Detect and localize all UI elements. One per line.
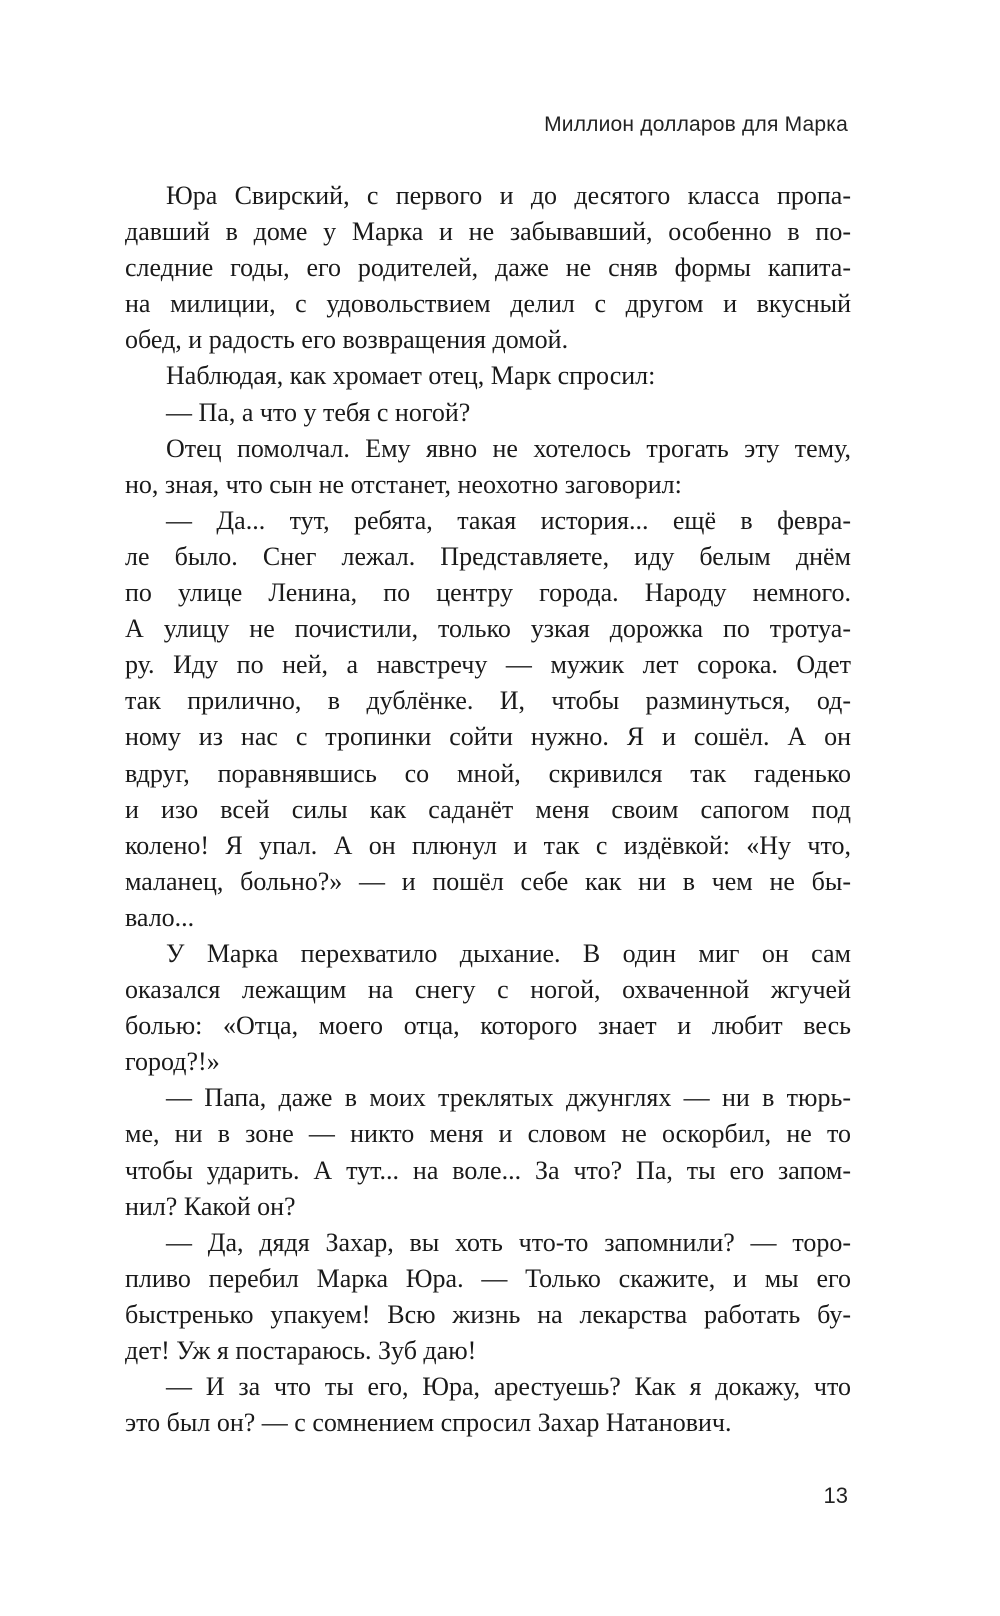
running-head-title: Миллион долларов для Марка bbox=[544, 113, 848, 136]
text-line: следние годы, его родителей, даже не сняв формы капита- bbox=[125, 253, 851, 283]
text-line: но, зная, что сын не отстанет, неохотно заговорил: bbox=[125, 469, 682, 499]
text-line: А улицу не почистили, только узкая дорожка по тротуа- bbox=[125, 614, 851, 644]
text-line: — И за что ты его, Юра, арестуешь? Как я докажу, что bbox=[166, 1372, 851, 1402]
text-line: город?!» bbox=[125, 1047, 220, 1077]
text-line: Наблюдая, как хромает отец, Марк спросил: bbox=[166, 361, 656, 391]
paragraph bbox=[125, 936, 851, 1080]
text-line: вдруг, поравнявшись со мной, скривился так гаденько bbox=[125, 758, 851, 788]
text-line: и изо всей силы как саданёт меня своим сапогом под bbox=[125, 794, 851, 824]
paragraph bbox=[125, 395, 851, 431]
paragraph bbox=[125, 178, 851, 358]
text-line: — Да, дядя Захар, вы хоть что-то запомнили? — торо- bbox=[166, 1227, 851, 1257]
text-line: давший в доме у Марка и не забывавший, особенно в по- bbox=[125, 217, 851, 247]
page-number: 13 bbox=[823, 1483, 848, 1508]
text-line: пливо перебил Марка Юра. — Только скажите, и мы его bbox=[125, 1263, 851, 1293]
text-line: дет! Уж я постараюсь. Зуб даю! bbox=[125, 1336, 477, 1365]
text-line: чтобы ударить. А тут... на воле... За что? Па, ты его запом- bbox=[125, 1155, 851, 1185]
text-line: ле было. Снег лежал. Представляете, иду белым днём bbox=[125, 541, 851, 571]
paragraph bbox=[125, 1225, 851, 1369]
text-line: это был он? — с сомнением спросил Захар Натанович. bbox=[125, 1408, 732, 1438]
text-line: ному из нас с тропинки сойти нужно. Я и сошёл. А он bbox=[125, 722, 851, 752]
text-line: оказался лежащим на снегу с ногой, охваченной жгучей bbox=[125, 975, 851, 1005]
text-line: — Папа, даже в моих треклятых джунглях — ни в тюрь- bbox=[166, 1083, 851, 1113]
text-line: болью: «Отца, моего отца, которого знает и любит весь bbox=[125, 1011, 851, 1041]
text-line: колено! Я упал. А он плюнул и так с издёвкой: «Ну что, bbox=[125, 830, 851, 860]
text-line: по улице Ленина, по центру города. Народу немного. bbox=[125, 578, 851, 608]
text-line: маланец, больно?» — и пошёл себе как ни в чем не бы- bbox=[125, 866, 851, 896]
text-line: — Да... тут, ребята, такая история... ещё в февра- bbox=[166, 505, 851, 535]
text-line: нил? Какой он? bbox=[125, 1191, 296, 1221]
paragraph bbox=[125, 1369, 851, 1441]
paragraph bbox=[125, 358, 851, 394]
text-line: ме, ни в зоне — никто меня и словом не оскорбил, не то bbox=[125, 1119, 851, 1149]
text-line: Отец помолчал. Ему явно не хотелось трогать эту тему, bbox=[166, 433, 851, 463]
body-text bbox=[125, 178, 851, 1441]
text-line: быстренько упакуем! Всю жизнь на лекарства работать бу- bbox=[125, 1299, 851, 1329]
paragraph bbox=[125, 503, 851, 936]
text-line: обед, и радость его возвращения домой. bbox=[125, 325, 569, 355]
text-line: — Па, а что у тебя с ногой? bbox=[166, 397, 471, 427]
text-line: так прилично, в дублёнке. И, чтобы разминуться, од- bbox=[125, 686, 851, 716]
text-line: ру. Иду по ней, а навстречу — мужик лет сорока. Одет bbox=[125, 650, 851, 680]
text-line: на милиции, с удовольствием делил с другом и вкусный bbox=[125, 289, 851, 319]
paragraph bbox=[125, 431, 851, 503]
text-line: вало... bbox=[125, 902, 195, 932]
text-line: Юра Свирский, с первого и до десятого класса пропа- bbox=[166, 181, 851, 210]
paragraph bbox=[125, 1080, 851, 1224]
text-line: У Марка перехватило дыхание. В один миг он сам bbox=[166, 938, 851, 968]
